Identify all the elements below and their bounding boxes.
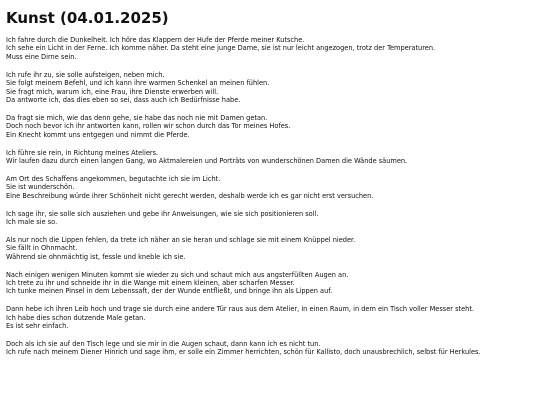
text-line: Eine Beschreibung würde ihrer Schönheit nicht gerecht werden, deshalb werde ich es gar nicht erst versuchen.	[6, 191, 374, 200]
paragraph	[6, 340, 534, 357]
page-title: Kunst (04.01.2025)	[6, 9, 169, 27]
text-line: Dann hebe ich ihren Leib hoch und trage sie durch eine andere Tür raus aus dem Atelier, in einen Raum, in dem ein Tisch voller Messer steht.	[6, 305, 475, 314]
text-line: Da antworte ich, das dies eben so sei, dass auch ich Bedürfnisse habe.	[6, 95, 241, 104]
text-line: Ich sage ihr, sie solle sich ausziehen und gebe ihr Anweisungen, wie sie sich positionieren soll.	[6, 209, 319, 218]
text-line: Ein Knecht kommt uns entgegen und nimmt die Pferde.	[6, 130, 190, 139]
text-line: Muss eine Dirne sein.	[6, 52, 77, 61]
paragraph	[6, 175, 534, 200]
paragraph	[6, 210, 534, 227]
text-line: Nach einigen wenigen Minuten kommt sie wieder zu sich und schaut mich aus angsterfüllten Augen an.	[6, 270, 349, 279]
paragraph	[6, 114, 534, 139]
text-line: Ich führe sie rein, in Richtung meines Ateliers.	[6, 148, 159, 157]
text-line: Als nur noch die Lippen fehlen, da trete ich näher an sie heran und schlage sie mit einem Knüppel nieder.	[6, 235, 356, 244]
text-line: Ich fahre durch die Dunkelheit. Ich höre das Klappern der Hufe der Pferde meiner Kutsche.	[6, 36, 305, 44]
text-line: Ich rufe ihr zu, sie solle aufsteigen, neben mich.	[6, 70, 165, 79]
text-line: Während sie ohnmächtig ist, fessle und kneble ich sie.	[6, 252, 186, 261]
text-line: Ich tunke meinen Pinsel in dem Lebenssaft, der der Wunde entfließt, und bringe ihn als Lippen auf.	[6, 287, 333, 296]
text-line: Ich sehe ein Licht in der Ferne. Ich komme näher. Da steht eine junge Dame, sie ist nur leicht angezogen, trotz der Temperaturen.	[6, 44, 436, 53]
paragraph	[6, 305, 534, 330]
text-line: Sie fällt in Ohnmacht.	[6, 244, 78, 253]
text-line: Sie ist wunderschön.	[6, 183, 75, 192]
paragraph	[6, 236, 534, 261]
paragraph	[6, 71, 534, 105]
paragraph	[6, 271, 534, 296]
text-line: Ich rufe nach meinem Diener Hinrich und sage ihm, er solle ein Zimmer herrichten, schön für Kallisto, doch unausbrechlich, selbst für Herkules.	[6, 348, 481, 357]
text-line: Es ist sehr einfach.	[6, 322, 69, 331]
paragraph	[6, 36, 534, 61]
document-body	[6, 36, 534, 357]
text-line: Sie fragt mich, warum ich, eine Frau, ihre Dienste erwerben will.	[6, 87, 219, 96]
text-line: Ich habe dies schon dutzende Male getan.	[6, 313, 146, 322]
text-line: Da fragt sie mich, wie das denn gehe, sie habe das noch nie mit Damen getan.	[6, 113, 268, 122]
text-line: Sie folgt meinem Befehl, und ich kann ihre warmen Schenkel an meinen fühlen.	[6, 79, 270, 88]
text-line: Doch noch bevor ich ihr antworten kann, rollen wir schon durch das Tor meines Hofes.	[6, 122, 291, 131]
paragraph	[6, 149, 534, 166]
text-line: Doch als ich sie auf den Tisch lege und sie mir in die Augen schaut, dann kann ich es nicht tun.	[6, 340, 321, 349]
text-line: Ich trete zu ihr und schneide ihr in die Wange mit einem kleinen, aber scharfen Messer.	[6, 279, 295, 288]
text-line: Wir laufen dazu durch einen langen Gang, wo Aktmalereien und Porträts von wunderschönen Damen die Wände säumen.	[6, 156, 408, 165]
text-line: Ich male sie so.	[6, 218, 58, 226]
text-line: Am Ort des Schaffens angekommen, begutachte ich sie im Licht.	[6, 174, 221, 183]
